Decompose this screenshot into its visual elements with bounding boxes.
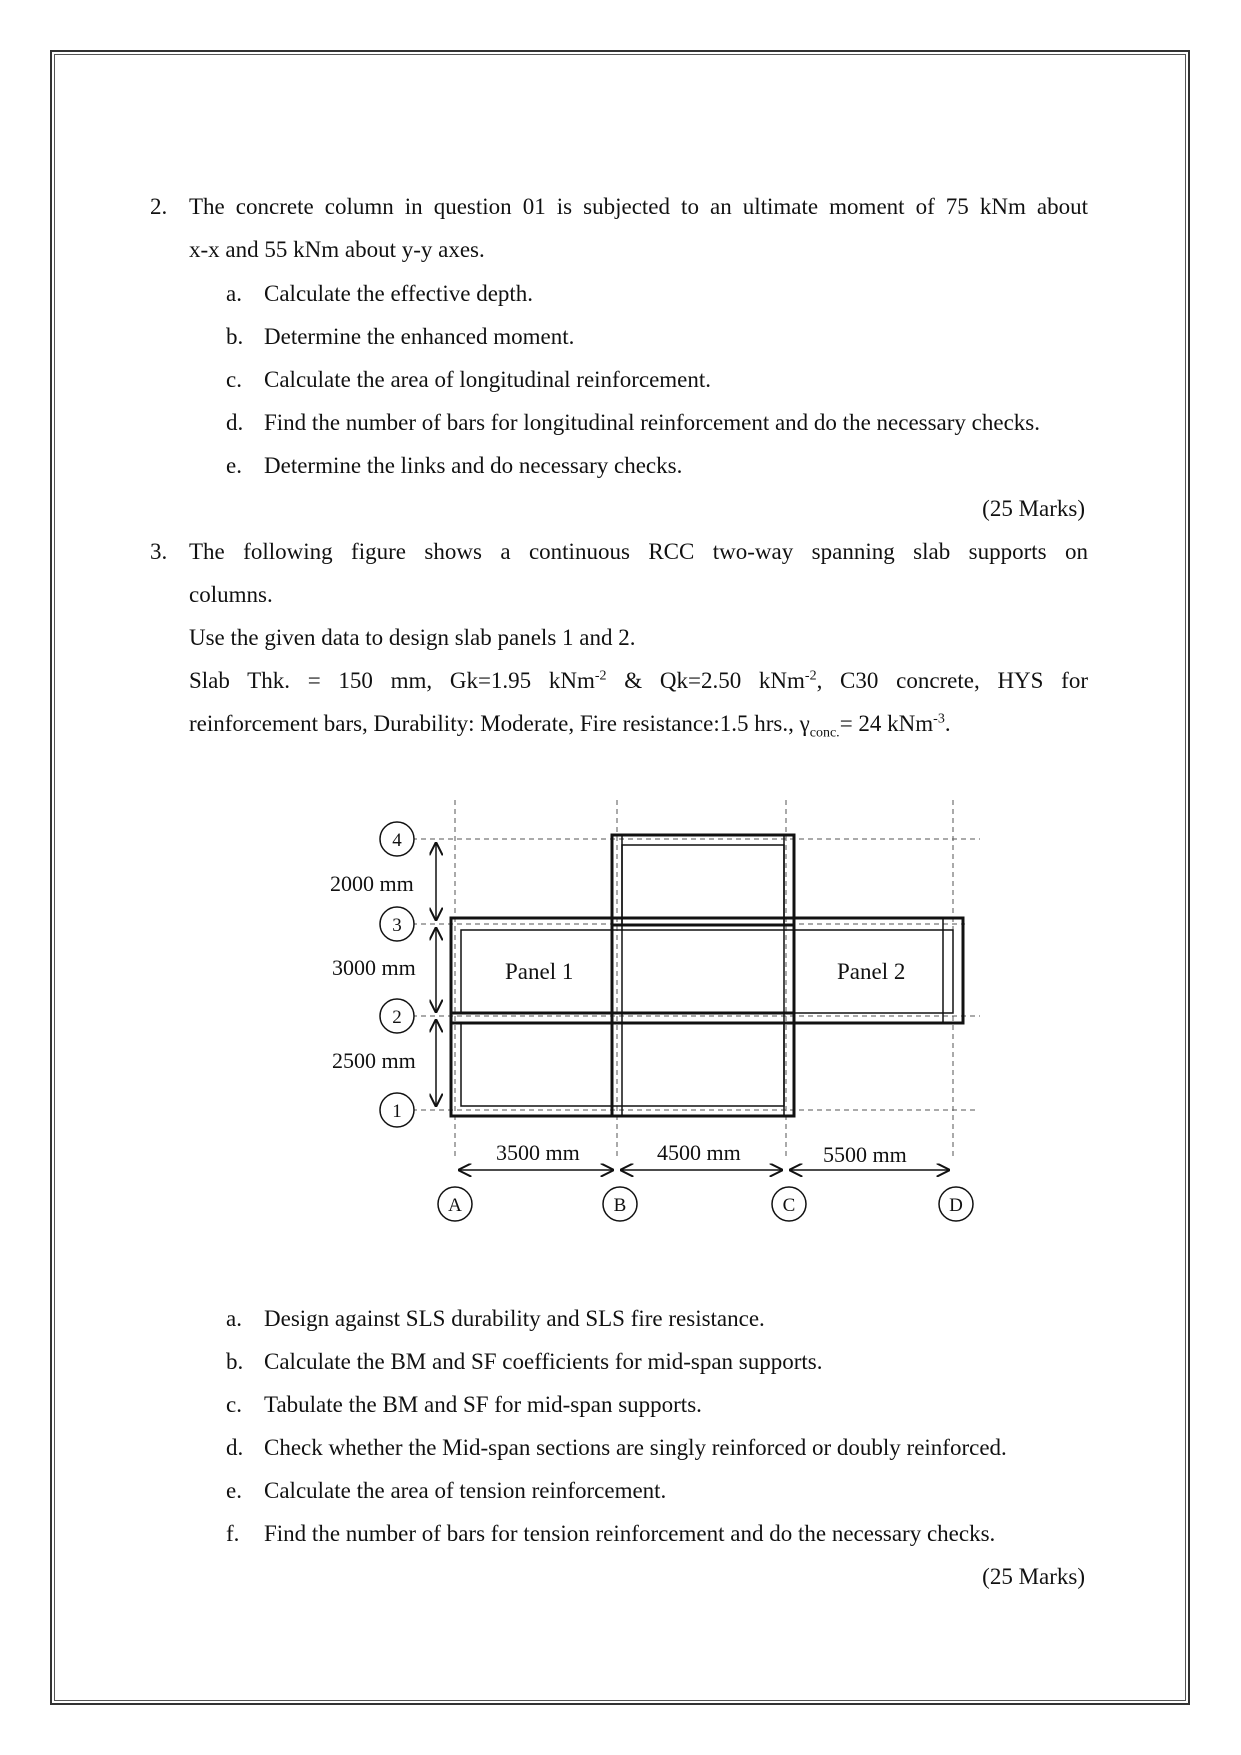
q3-item-f-label: f. [226,1521,240,1546]
q2-item-e-text: Determine the links and do necessary checks. [264,453,683,478]
row-label-1: 1 [392,1101,402,1122]
q2-item-b-text: Determine the enhanced moment. [264,324,575,349]
q3-data-1a: Slab Thk. = 150 mm, Gk=1.95 kNm [189,668,595,693]
row-label-3: 3 [392,915,402,936]
q3-data-1b: & Qk=2.50 kNm [606,668,805,693]
q3-marks: (25 Marks) [982,1564,1085,1589]
row-label-2: 2 [392,1007,402,1028]
q2-item-e-label: e. [226,453,242,478]
q2-marks: (25 Marks) [982,496,1085,521]
col-label-C: C [782,1195,796,1216]
panel-1-label: Panel 1 [505,959,574,984]
q3-item-d-text: Check whether the Mid-span sections are singly reinforced or doubly reinforced. [264,1435,1007,1460]
panel-2-label: Panel 2 [837,959,906,984]
q3-item-a-label: a. [226,1306,242,1331]
q3-data-2-sub: conc. [809,725,840,741]
beam-row-3-4-inner [622,845,784,925]
q3-item-f-text: Find the number of bars for tension reinforcement and do the necessary checks. [264,1521,996,1546]
panel-labels [505,959,905,984]
q3-text-line3: Use the given data to design slab panels 1 and 2. [189,625,636,650]
col-label-A: A [448,1195,462,1216]
dim-label-B-C: 4500 mm [657,1140,741,1165]
q2-text-line2: x-x and 55 kNm about y-y axes. [189,237,485,262]
q3-number: 3. [150,539,168,564]
q2-item-d-label: d. [226,410,244,435]
row-label-4: 4 [392,830,402,851]
q3-item-c-text: Tabulate the BM and SF for mid-span supports. [264,1392,702,1417]
q3-text-line1: The following figure shows a continuous RCC two-way spanning slab supports on [189,539,1088,564]
dim-label-C-D: 5500 mm [823,1142,907,1167]
q2-item-a-text: Calculate the effective depth. [264,281,534,306]
q3-item-b-text: Calculate the BM and SF coefficients for mid-span supports. [264,1349,823,1374]
q3-item-e-text: Calculate the area of tension reinforcement. [264,1478,667,1503]
q3-item-e-label: e. [226,1478,242,1503]
dimension-labels [330,871,907,1167]
dim-label-3-2: 3000 mm [332,955,416,980]
q3-data-2a: reinforcement bars, Durability: Moderate, Fire resistance:1.5 hrs., γ [189,711,810,736]
q2-number: 2. [150,194,168,219]
q2-item-d-text: Find the number of bars for longitudinal reinforcement and do the necessary checks. [264,410,1041,435]
dim-label-A-B: 3500 mm [496,1140,580,1165]
q3-item-d-label: d. [226,1435,244,1460]
q3-item-b-label: b. [226,1349,244,1374]
dim-label-4-3: 2000 mm [330,871,414,896]
q3-data-2-sup: -3 [933,711,945,727]
q3-data-2c: . [944,711,951,736]
q2-item-a-label: a. [226,281,242,306]
q2-item-b-label: b. [226,324,244,349]
q2-text-line1: The concrete column in question 01 is subjected to an ultimate moment of 75 kNm about [189,194,1088,219]
q3-item-c-label: c. [226,1392,242,1417]
q3-data-1c: , C30 concrete, HYS for [816,668,1088,693]
dim-label-2-1: 2500 mm [332,1048,416,1073]
q3-text-line2: columns. [189,582,273,607]
q2-item-c-label: c. [226,367,242,392]
beam-row-3-4 [612,835,794,925]
q3-item-a-text: Design against SLS durability and SLS fire resistance. [264,1306,765,1331]
col-label-B: B [613,1195,627,1216]
q2-item-c-text: Calculate the area of longitudinal reinforcement. [264,367,712,392]
q3-data-2b: = 24 kNm [839,711,934,736]
q3-data-1a-sup: -2 [594,668,607,684]
q3-data-1b-sup: -2 [804,668,817,684]
col-label-D: D [949,1195,963,1216]
